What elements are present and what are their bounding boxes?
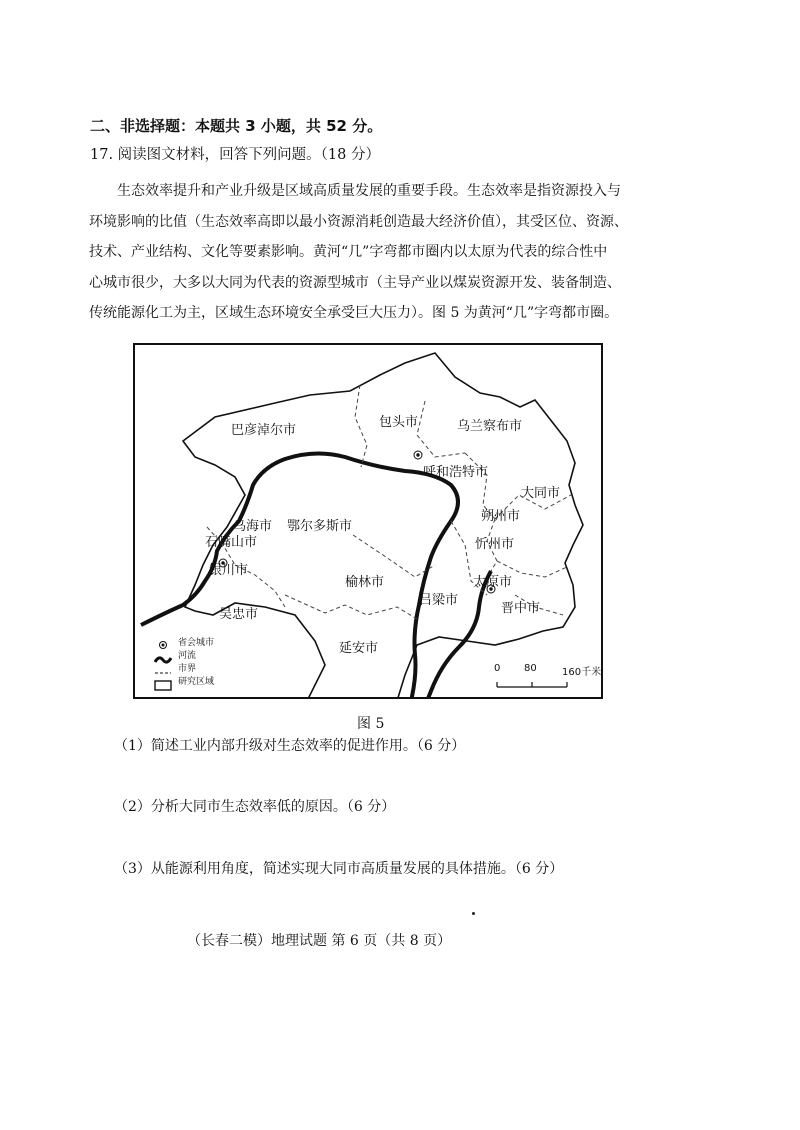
city-label-xinzhou: 忻州市 <box>475 537 515 552</box>
city-label-shizuishan: 石嘴山市 <box>205 535 258 550</box>
city-label-taiyuan: 太原市 <box>473 575 513 590</box>
city-label-hohhot: 呼和浩特市 <box>423 465 489 480</box>
legend-boundary: 市界 <box>178 664 197 674</box>
city-label-datong: 大同市 <box>521 486 561 501</box>
scale-tick-80: 80 <box>524 663 537 674</box>
city-label-wuzhong: 吴忠市 <box>219 607 259 622</box>
city-label-ulanqab: 乌兰察布市 <box>457 419 523 434</box>
material-paragraph <box>89 176 649 329</box>
material-line: 心城市很少，大多以大同为代表的资源型城市（主导产业以煤炭资源开发、装备制造、 <box>89 274 621 291</box>
city-label-shuozhou: 朔州市 <box>481 509 521 524</box>
city-label-bayannur: 巴彦淖尔市 <box>231 423 297 438</box>
city-label-baotou: 包头市 <box>379 415 419 430</box>
scale-tick-0: 0 <box>494 663 501 674</box>
question-prompt: 阅读图文材料，回答下列问题。（18 分） <box>117 147 380 163</box>
scale-tick-160: 160千米 <box>562 667 602 678</box>
scale-bar <box>497 682 567 687</box>
material-line: 环境影响的比值（生态效率高即以最小资源消耗创造最大经济价值），其受区位、资源、 <box>89 213 628 230</box>
subquestion-1: （1）简述工业内部升级对生态效率的促进作用。（6 分） <box>114 738 466 754</box>
city-label-wuhai: 乌海市 <box>233 519 273 534</box>
material-line: 技术、产业结构、文化等要素影响。黄河“几”字弯都市圈内以太原为代表的综合性中 <box>89 244 608 260</box>
city-label-yinchuan: 银川市 <box>209 563 249 578</box>
legend-capital: 省会城市 <box>178 638 215 648</box>
section-heading: 二、非选择题：本题共 3 小题，共 52 分。 <box>90 117 383 135</box>
figure-caption: 图 5 <box>357 716 385 732</box>
legend-study-area: 研究区域 <box>178 677 215 687</box>
city-label-yanan: 延安市 <box>339 641 379 656</box>
subquestion-2: （2）分析大同市生态效率低的原因。（6 分） <box>114 799 396 815</box>
city-label-ordos: 鄂尔多斯市 <box>287 519 353 534</box>
map-figure <box>133 343 603 699</box>
page-footer: （长春二模）地理试题 第 6 页（共 8 页） <box>187 933 452 949</box>
subquestion-3: （3）从能源利用角度，简述实现大同市高质量发展的具体措施。（6 分） <box>114 861 564 877</box>
legend-river: 河流 <box>178 651 197 661</box>
map-legend <box>153 635 214 687</box>
material-line: 生态效率提升和产业升级是区域高质量发展的重要手段。生态效率是指资源投入与 <box>117 183 621 199</box>
stray-mark <box>472 912 475 915</box>
city-label-jinzhong: 晋中市 <box>501 601 541 616</box>
question-17-prompt <box>90 143 380 164</box>
question-number: 17. <box>90 147 114 163</box>
city-label-lvliang: 吕梁市 <box>419 593 459 608</box>
material-line: 传统能源化工为主，区域生态环境安全承受巨大压力）。图 5 为黄河“几”字弯都市圈。 <box>89 305 619 321</box>
city-label-yulin: 榆林市 <box>345 575 385 590</box>
